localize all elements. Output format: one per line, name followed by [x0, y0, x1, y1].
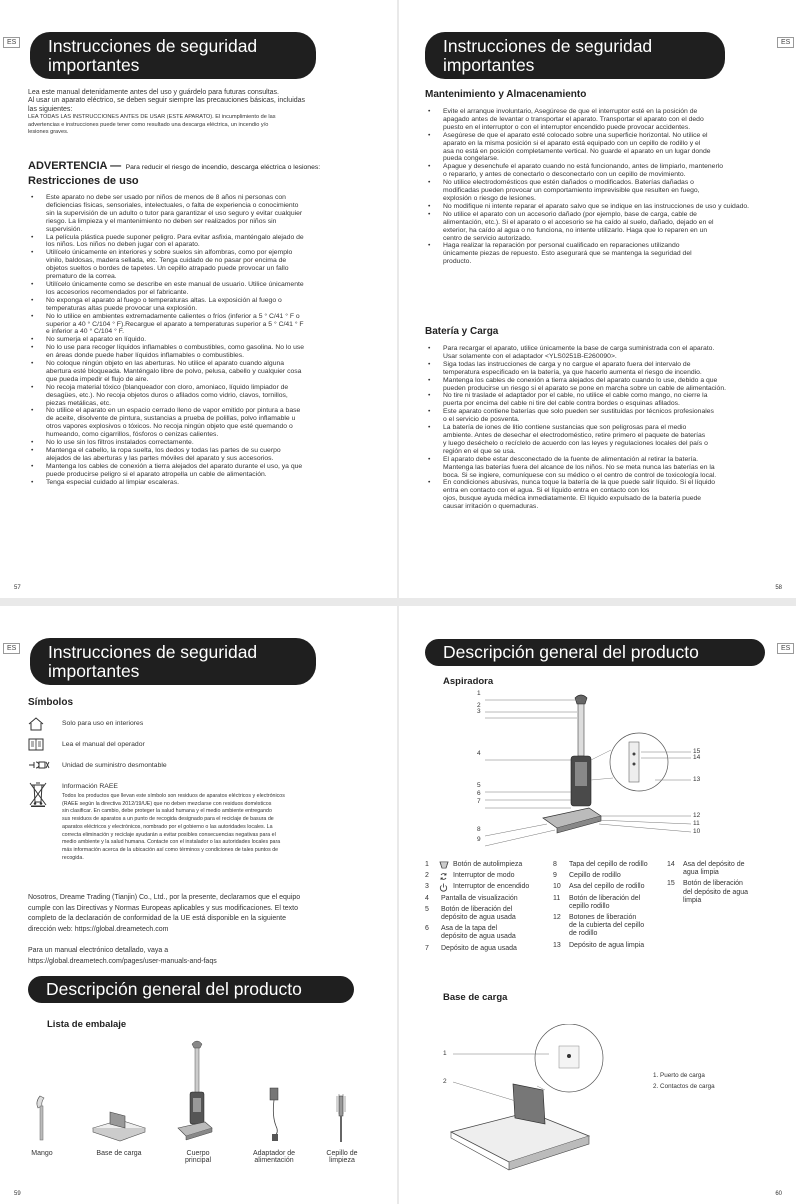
packing-item-label: Cuerpo principal	[184, 1150, 212, 1164]
symbols-title: Símbolos	[28, 697, 74, 708]
main-body-illustration	[178, 1041, 212, 1140]
maintenance-list	[425, 108, 775, 266]
base-legend: 1. Puerto de carga 2. Contactos de carga	[653, 1072, 715, 1090]
base-title: Base de carga	[443, 992, 508, 1003]
vacuum-callout: 7	[477, 798, 481, 805]
vacuum-callout: 9	[477, 836, 481, 843]
list-item: • No recoja material tóxico (blanqueador con cloro, amoniaco, líquido limpiador de desagües, etc.). No recoja objetos duros o afilados como vidrio, clavos, tornillos, piezas metálicas, etc.	[28, 384, 378, 408]
list-item: • Evite el arranque involuntario, Asegúrese de que el interruptor esté en la posición de apagado antes de levantar o transportar el aparato. Transportar el aparato con el dedo puesto en el interruptor o con el interruptor encendido puede provocar accidentes.	[425, 108, 775, 132]
packing-illustrations	[0, 1036, 397, 1146]
warning-text: Para reducir el riesgo de incendio, descarga eléctrica o lesiones:	[125, 164, 321, 171]
list-item: • Asegúrese de que el aparato esté colocado sobre una superficie horizontal. No utilice el aparato en la misma posición si el aparato está equipado con un cepillo de rodillo y el asa no está en posición completamente vertical. No guarde el aparato en un lugar donde pueda congelarse.	[425, 132, 775, 164]
base-callout: 2	[443, 1078, 447, 1085]
page-banner	[30, 32, 316, 79]
list-item: • No tire ni traslade el adaptador por el cable, no utilice el cable como mango, no cierre la puerta por encima del cable ni tire del cable contra bordes o esquinas afilados.	[425, 392, 775, 408]
list-item: • Mantenga los cables de conexión a tierra alejados del aparato cuando lo use, debido a que pueden producirse un riesgo si el aparato se pone en marcha sobre un cable de alimentación.	[425, 377, 775, 393]
parts-legend-col2: 8 Tapa del cepillo de rodillo 9 Cepillo de rodillo 10 Asa del cepillo de rodillo 11 Botón de liberación del cepillo rodillo 12 Botones de liberación de la cubierta del cepillo de rodillo 13 Depósito de agua limpia	[553, 861, 648, 949]
battery-list	[425, 345, 775, 511]
list-item: • La película plástica puede suponer peligro. Para evitar asfixia, manténgalo alejado de los niños. Los niños no deben jugar con el aparato.	[28, 234, 378, 250]
list-item: • No sumerja el aparato en líquido.	[28, 336, 378, 344]
language-tag: ES	[777, 37, 794, 48]
list-item: • En condiciones abusivas, nunca toque la batería de la que puede salir líquido. Si el líquido entra en contacto con el agua. Si el líquido entra en contacto con los ojos, busque ayuda médica inmediatamente. El líquido expulsado de la batería puede causar irritación o quemaduras.	[425, 479, 775, 511]
packing-item-label: Base de carga	[96, 1150, 142, 1157]
list-item: • No utilice electrodomésticos que estén dañados o modificados. Baterías dañadas o modificadas pueden provocar un comportamiento imprevisible que resulten en fuego, explosión o riesgo de lesiones.	[425, 179, 775, 203]
intro-text: Lea este manual detenidamente antes del uso y guárdelo para futuras consultas. Al usar un aparato eléctrico, se deben seguir siempre las precauciones básicas, incluidas las siguientes:	[28, 89, 306, 113]
list-item: • Haga realizar la reparación por personal cualificado en reparaciones utilizando únicamente piezas de repuesto. Esto asegurará que se mantenga la seguridad del producto.	[425, 242, 775, 266]
page-59: ES Instrucciones de seguridad importantes Símbolos Solo para uso en interiores Lea el manual del operador Unidad de suministro desmontable Información RAEE Todos los productos que llevan este símbolo son residuos de aparatos eléctricos y electrónicos (RAEE según la directiva 2012/19/UE) que no deben mezclarse con residuos domésticos sin clasificar. En cambio, debe proteger la salud humana y el medio ambiente entregando sus residuos de aparatos a un punto de recogida designado para el reciclaje de basura de aparatos eléctricos y electrónicos, nombrado por el gobierno o las autoridades locales. La correcta eliminación y reciclaje ayudarán a evitar posibles consecuencias negativas para el medio ambiente y la salud humana. Contacte con el instalador o las autoridades locales para más información acerca de la ubicación así como términos y condiciones de tales puntos de recogida. Nosotros, Dreame Trading (Tianjin) Co., Ltd., por la presente, declaramos que el equipo cumple con las Directivas y Normas Europeas aplicables y sus modificaciones. El texto completo de la declaración de conformidad de la UE está disponible en la siguiente dirección web: https://global.dreametech.com Para un manual electrónico detallado, vaya a https://global.dreametech.com/pages/user-manuals-and-faqs Descripción general del producto Lista de embalaje Mango Base de carga Cuerpo principal Adaptador de alimentación Cepillo de limpieza 59	[0, 606, 397, 1204]
page-banner	[425, 32, 725, 79]
list-item: • No lo use sin los filtros instalados correctamente.	[28, 439, 378, 447]
list-item: • Utilícelo únicamente en interiores y sobre suelos sin alfombras, como por ejemplo vinilo, baldosas, madera sellada, etc. Tenga cuidado de no pasar por encima de objetos sueltos o bordes de tapetes. Un cepillo atrapado puede provocar un fallo prematuro de la correa.	[28, 249, 378, 281]
section-banner: Descripción general del producto	[28, 976, 354, 1003]
vacuum-callout: 15	[693, 748, 701, 755]
list-item: • No utilice el aparato con un accesorio dañado (por ejemplo, base de carga, cable de alimentación, etc.). Si el aparato o el accesorio se ha caído al suelo, dañado, dejado en el exterior, ha caído al agua o no funciona, no intente utilizarlo. Haga que lo reparen en un centro de servicio autorizado.	[425, 211, 775, 243]
banner-line: importantes	[443, 55, 535, 75]
page-number: 60	[775, 1191, 782, 1197]
adapter-illustration	[270, 1088, 278, 1141]
manual-link-text: Para un manual electrónico detallado, vaya a https://global.dreametech.com/pages/user-manuals-and-faqs	[28, 946, 217, 967]
vacuum-callout: 6	[477, 790, 481, 797]
page-number: 57	[14, 585, 21, 591]
charging-base-illustration	[93, 1112, 145, 1141]
vacuum-callout: 14	[693, 754, 701, 761]
intro-small-text: LEA TODAS LAS INSTRUCCIONES ANTES DE USAR (ESTE APARATO). El incumplimiento de las advertencias e instrucciones puede tener como resultado una descarga eléctrica, un incendio y/o lesiones graves.	[28, 114, 276, 136]
list-item: • La batería de iones de litio contiene sustancias que son peligrosas para el medio ambiente. Antes de desechar el electrodoméstico, retire primero el paquete de baterías y luego deséchelo o recíclelo de acuerdo con las leyes y regulaciones locales del país o región en el que se usa.	[425, 424, 775, 456]
vacuum-callout: 4	[477, 750, 481, 757]
warning-line	[28, 156, 320, 174]
list-item: • Apague y desenchufe el aparato cuando no está funcionando, antes de limpiarlo, mantenerlo o repararlo, y antes de conectarlo o desconectarlo con un cepillo de movimiento.	[425, 163, 775, 179]
manual-link[interactable]: https://global.dreametech.com/pages/user-manuals-and-faqs	[28, 957, 217, 965]
list-item: • Utilícelo únicamente como se describe en este manual de usuario. Utilice únicamente los accesorios recomendados por el fabricante.	[28, 281, 378, 297]
list-item: • No lo utilice en ambientes extremadamente calientes o fríos (inferior a 5 ° C/41 ° F o superior a 40 ° C/104 ° F).Recargue el aparato a temperaturas superior a 5 ° C/41 ° F e inferior a 40 ° C/104 ° F.	[28, 313, 378, 337]
restrictions-list	[28, 194, 378, 487]
book-icon	[28, 738, 48, 753]
list-item: • No coloque ningún objeto en las aberturas. No utilice el aparato cuando alguna abertura esté bloqueada. Manténgalo libre de polvo, pelusa, cabello y cualquier cosa que pueda impedir el flujo de aire.	[28, 360, 378, 384]
vacuum-callout: 10	[693, 828, 701, 835]
self-clean-icon	[439, 861, 449, 872]
packing-item-label: Adaptador de alimentación	[252, 1150, 296, 1164]
page-60	[399, 606, 796, 1204]
vacuum-callout: 3	[477, 708, 481, 715]
weee-bin-icon	[28, 781, 48, 809]
list-item: • Este aparato contiene baterías que solo pueden ser sustituidas por técnicos profesionales o el servicio de posventa.	[425, 408, 775, 424]
power-supply-icon	[28, 760, 48, 772]
house-icon	[28, 717, 48, 733]
language-tag: ES	[777, 643, 794, 654]
list-item: • No modifique ni intente reparar el aparato salvo que se indique en las instrucciones de uso y cuidado.	[425, 203, 775, 211]
vacuum-callout: 5	[477, 782, 481, 789]
list-item: • Este aparato no debe ser usado por niños de menos de 8 años ni personas con deficiencias físicas, sensoriales, intelectuales, o falta de experiencia o conocimiento sin la supervisión de un adulto o tutor para garantizar el uso seguro y evitar cualquier riesgo. La limpieza y el mantenimiento no deben ser realizados por niños sin supervisión.	[28, 194, 378, 234]
parts-legend-col1: 1 Botón de autolimpieza 2 Interruptor de modo 3 Interruptor de encendido 4 Pantalla de visualización 5 Botón de liberación del depósito de agua usada 6 Asa de la tapa del depósito de agua usada 7 Depósito de agua usada	[425, 861, 530, 952]
packing-item-label: Cepillo de limpieza	[326, 1150, 358, 1164]
section-title-battery: Batería y Carga	[425, 326, 499, 337]
list-item: • Siga todas las instrucciones de carga y no cargue el aparato fuera del intervalo de temperatura especificado en la batería, ya que hacerlo aumenta el riesgo de incendio.	[425, 361, 775, 377]
list-item: • Mantenga el cabello, la ropa suelta, los dedos y todas las partes de su cuerpo alejados de las aberturas y las partes móviles del aparato y sus accesorios.	[28, 447, 378, 463]
banner-line: Instrucciones de seguridad	[48, 642, 258, 662]
vacuum-callout: 1	[477, 690, 481, 697]
vacuum-diagram	[459, 690, 719, 850]
declaration-text: Nosotros, Dreame Trading (Tianjin) Co., Ltd., por la presente, declaramos que el equipo cumple con las Directivas y Normas Europeas aplicables y sus modificaciones. El texto completo de la declaración de conformidad de la UE está disponible en la siguiente dirección web: https://global.dreametech.com	[28, 894, 301, 933]
list-item: • Mantenga los cables de conexión a tierra alejados del aparato durante el uso, ya que puede producirse peligro si el aparato atropella un cable de alimentación.	[28, 463, 378, 479]
list-item: • El aparato debe estar desconectado de la fuente de alimentación al retirar la batería. Mantenga las baterías fuera del alcance de los niños. No se meta nunca las baterías en la boca. Si se ingiere, comuníquese con su médico o el centro de control de toxicología local.	[425, 456, 775, 480]
vacuum-callout: 11	[693, 820, 700, 827]
page-number: 58	[775, 585, 782, 591]
packing-item-label: Mango	[31, 1150, 53, 1157]
language-tag: ES	[3, 643, 20, 654]
language-tag: ES	[3, 37, 20, 48]
vacuum-callout: 2	[477, 702, 481, 709]
warning-title: ADVERTENCIA —	[28, 160, 122, 172]
vacuum-callout: 8	[477, 826, 481, 833]
page-banner: Descripción general del producto	[425, 639, 765, 666]
page-58	[399, 0, 796, 598]
page-banner	[30, 638, 316, 685]
banner-line: importantes	[48, 661, 140, 681]
vacuum-callout: 13	[693, 776, 701, 783]
list-item: • Tenga especial cuidado al limpiar escaleras.	[28, 479, 378, 487]
list-item: • No utilice el aparato en un espacio cerrado lleno de vapor emitido por pintura a base de aceite, disolvente de pintura, sustancias a prueba de polillas, polvo inflamable u otros vapores explosivos o tóxicos. No recoja ningún objeto que esté quemando o humeando, como cigarrillos, fósforos o cenizas calientes.	[28, 407, 378, 439]
section-title-maintenance: Mantenimiento y Almacenamiento	[425, 89, 587, 100]
charging-base-diagram	[439, 1024, 669, 1174]
handle-illustration	[37, 1096, 44, 1140]
cleaning-brush-illustration	[337, 1094, 345, 1142]
list-item: • No exponga el aparato al fuego o temperaturas altas. La exposición al fuego o temperaturas altas puede provocar una explosión.	[28, 297, 378, 313]
packing-title: Lista de embalaje	[47, 1019, 127, 1030]
banner-line: importantes	[48, 55, 140, 75]
vacuum-callout: 12	[693, 812, 701, 819]
page-number: 59	[14, 1191, 21, 1197]
list-item: • Para recargar el aparato, utilice únicamente la base de carga suministrada con el aparato. Usar solamente con el adaptador <YLS0251B-E260090>.	[425, 345, 775, 361]
list-item: • No lo use para recoger líquidos inflamables o combustibles, como gasolina. No lo use en áreas donde puede haber líquidos inflamables o combustibles.	[28, 344, 378, 360]
raee-text: Todos los productos que llevan este símbolo son residuos de aparatos eléctricos y electrónicos (RAEE según la directiva 2012/19/UE) que no deben mezclarse con residuos domésticos sin clasificar. En cambio, debe proteger la salud humana y el medio ambiente entregando sus residuos de aparatos a un punto de recogida designado para el reciclaje de basura de aparatos eléctricos y electrónicos, nombrado por el gobierno o las autoridades locales. La correcta eliminación y reciclaje ayudarán a evitar posibles consecuencias negativas para el medio ambiente y la salud humana. Contacte con el instalador o las autoridades locales para más información acerca de la ubicación así como términos y condiciones de tales puntos de recogida.	[62, 793, 285, 861]
banner-line: Instrucciones de seguridad	[443, 36, 653, 56]
parts-legend-col3: 14 Asa del depósito de agua limpia 15 Botón de liberación del depósito de agua limpia	[667, 861, 748, 904]
base-callout: 1	[443, 1050, 447, 1057]
aspiradora-title: Aspiradora	[443, 676, 494, 687]
page-57	[0, 0, 397, 598]
banner-line: Instrucciones de seguridad	[48, 36, 258, 56]
section-title: Restricciones de uso	[28, 175, 139, 187]
